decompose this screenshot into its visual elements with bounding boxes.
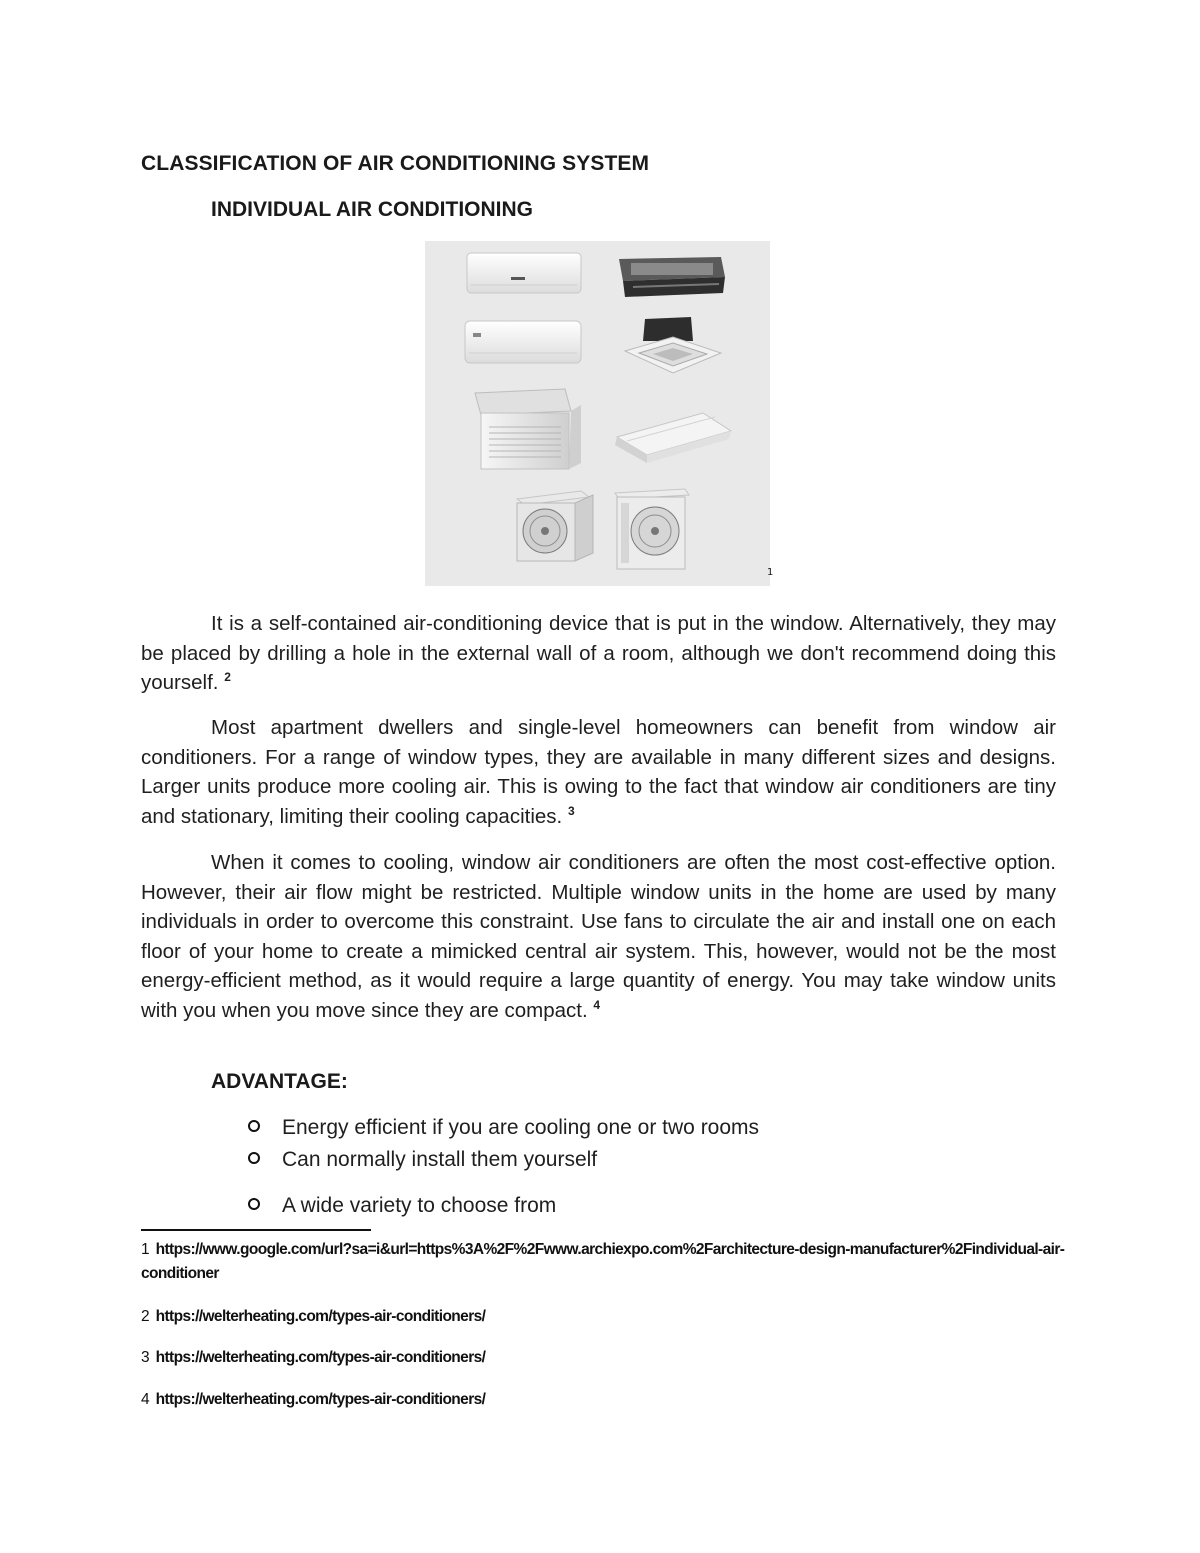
list-item-text: A wide variety to choose from [282,1194,557,1217]
outdoor-condenser-unit-icon [615,489,689,569]
footnote-number: 3 [141,1349,150,1366]
footnote-link[interactable]: https://welterheating.com/types-air-conditioners/ [155,1349,486,1366]
paragraph-text: Most apartment dwellers and single-level homeowners can benefit from window air conditioners. For a range of window types, they are available in many different sizes and designs. Larger units produce more cooling air. This is owing to the fact that window air conditioners are tiny and stationary, limiting their cooling capacities. [141,716,1056,828]
air-conditioner-figure [425,241,770,586]
footnote-ref: 3 [567,803,575,818]
section-subtitle: INDIVIDUAL AIR CONDITIONING [211,198,534,221]
ducted-unit-icon [619,257,725,297]
cassette-unit-icon [625,317,721,373]
paragraph-1 [141,609,1056,698]
footnote-4 [141,1388,1071,1412]
list-item-text: Energy efficient if you are cooling one or two rooms [282,1116,760,1139]
footnote-2 [141,1305,1071,1329]
footnote-number: 2 [141,1308,150,1325]
footnote-link[interactable]: https://www.google.com/url?sa=i&url=https%3A%2F%2Fwww.archiexpo.com%2Farchitecture-design-manufacturer%2Findividual-air-conditioner [141,1241,1065,1282]
wall-mounted-split-unit-icon [467,253,581,293]
hollow-circle-bullet-icon [248,1120,260,1132]
list-item-text: Can normally install them yourself [282,1148,598,1171]
footnote-ref: 2 [224,670,231,685]
list-item [248,1194,556,1218]
paragraph-2 [141,713,1056,831]
footnote-1 [141,1238,1071,1286]
footnote-separator [141,1229,371,1231]
paragraph-3 [141,848,1056,1025]
footnote-number: 1 [141,1241,150,1258]
document-title: CLASSIFICATION OF AIR CONDITIONING SYSTEM [141,152,650,175]
paragraph-text: It is a self-contained air-conditioning device that is put in the window. Alternatively, they may be placed by drilling a hole in the external wall of a room, although we don't recommend doing this yourself. [141,612,1056,694]
footnote-link[interactable]: https://welterheating.com/types-air-conditioners/ [155,1391,486,1408]
air-conditioner-units-illustration [425,241,770,586]
figure-footnote-ref: 1 [767,567,774,578]
footnote-link[interactable]: https://welterheating.com/types-air-conditioners/ [155,1308,486,1325]
floor-console-unit-icon [475,389,581,469]
footnote-3 [141,1346,1071,1370]
footnote-ref: 4 [593,997,601,1012]
hollow-circle-bullet-icon [248,1198,260,1210]
footnote-number: 4 [141,1391,150,1408]
advantage-heading: ADVANTAGE: [211,1070,348,1093]
paragraph-text: When it comes to cooling, window air conditioners are often the most cost-effective option. However, their air flow might be restricted. Multiple window units in the home are used by many individuals in order to overcome this constraint. Use fans to circulate the air and install one on each floor of your home to create a mimicked central air system. This, however, would not be the most energy-efficient method, as it would require a large quantity of energy. You may take window units with you when you move since they are compact. [141,851,1056,1022]
list-item [248,1116,759,1140]
outdoor-condenser-unit-icon [517,491,593,561]
wall-mounted-split-unit-icon [465,321,581,363]
list-item [248,1148,597,1172]
hollow-circle-bullet-icon [248,1152,260,1164]
ceiling-suspended-unit-icon [615,413,731,463]
